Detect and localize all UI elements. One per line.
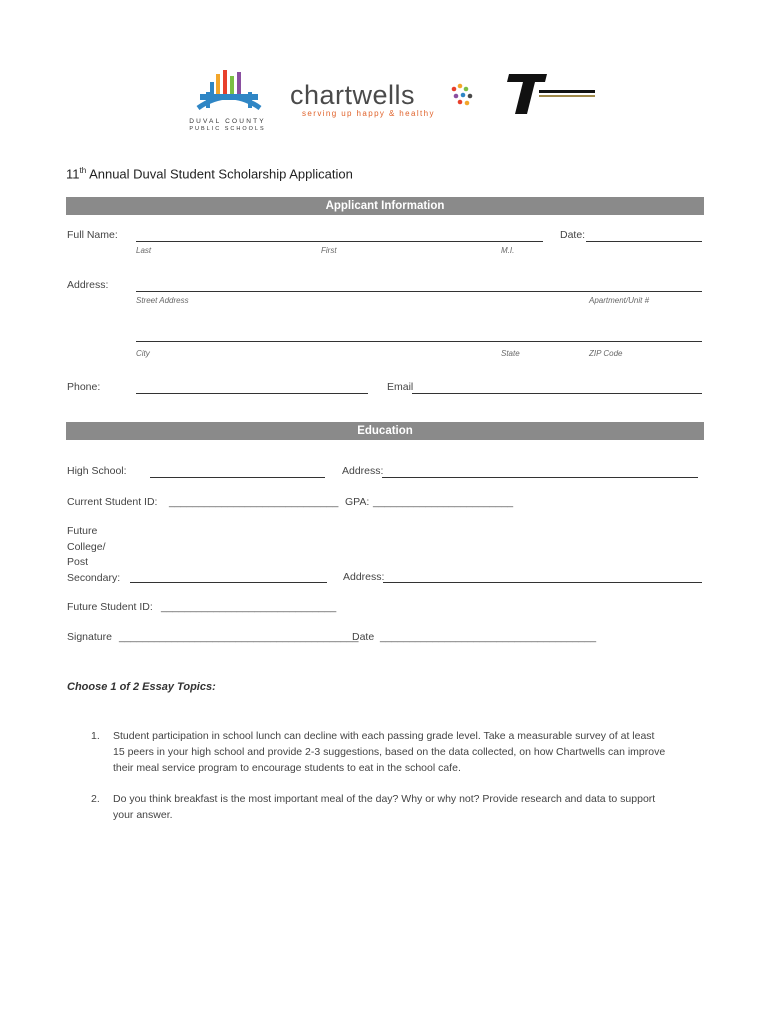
- title-rest: Annual Duval Student Scholarship Application: [86, 166, 353, 182]
- student-id-field[interactable]: _____________________________: [169, 496, 339, 508]
- future-college-label: [67, 524, 120, 586]
- essay-line: your answer.: [113, 809, 173, 821]
- future-college-line: College/: [67, 540, 106, 553]
- state-hint: State: [501, 349, 520, 358]
- email-field[interactable]: [412, 393, 702, 394]
- sig-date-label: Date: [352, 631, 375, 643]
- sig-date-field[interactable]: _____________________________________: [380, 631, 597, 643]
- full-name-label: Full Name:: [67, 229, 118, 241]
- hs-address-field[interactable]: [382, 477, 698, 478]
- chartwells-logo: [290, 80, 480, 125]
- street-hint: Street Address: [136, 296, 189, 305]
- essay-number: 1.: [91, 730, 100, 742]
- signature-field[interactable]: _________________________________________: [119, 631, 359, 643]
- future-id-label: Future Student ID:: [67, 601, 153, 613]
- duval-line1: DUVAL COUNTY: [189, 118, 266, 125]
- chartwells-name: chartwells: [290, 80, 416, 110]
- first-hint: First: [321, 246, 337, 255]
- essay-number: 2.: [91, 793, 100, 805]
- college-address-field[interactable]: [383, 582, 702, 583]
- essay-line: Student participation in school lunch can decline with each passing grade level. Take a measurable survey of at least: [113, 730, 655, 742]
- gpa-field[interactable]: ________________________: [373, 496, 514, 508]
- future-college-line: Secondary:: [67, 571, 121, 584]
- future-id-field[interactable]: ______________________________: [161, 601, 337, 613]
- phone-field[interactable]: [136, 393, 368, 394]
- date-label: Date:: [560, 229, 586, 241]
- t-logo-icon: [505, 72, 595, 116]
- duval-bars-icon: [180, 68, 275, 110]
- duval-line2: PUBLIC SCHOOLS: [189, 126, 266, 132]
- chartwells-dots-icon: [450, 83, 476, 109]
- applicant-header: Applicant Information: [66, 197, 704, 215]
- address-label: Address:: [67, 279, 109, 291]
- chartwells-tagline: serving up happy & healthy: [302, 109, 435, 118]
- apt-hint: Apartment/Unit #: [589, 296, 650, 305]
- third-logo: [505, 72, 595, 116]
- essay-topic-1: [113, 728, 708, 776]
- essay-line: Do you think breakfast is the most important meal of the day? Why or why not? Provide research and data to support: [113, 793, 656, 805]
- future-college-field[interactable]: [130, 582, 327, 583]
- college-address-label: Address:: [343, 571, 385, 583]
- essay-line: their meal service program to encourage students to eat in the school cafe.: [113, 762, 461, 774]
- education-header: Education: [66, 422, 704, 440]
- email-label: Email: [387, 381, 414, 393]
- phone-label: Phone:: [67, 381, 101, 393]
- page-title: [66, 166, 353, 181]
- city-hint: City: [136, 349, 150, 358]
- date-field[interactable]: [586, 241, 702, 242]
- future-college-line: Post: [67, 556, 89, 568]
- high-school-field[interactable]: [150, 477, 325, 478]
- city-state-zip-field[interactable]: [136, 341, 702, 342]
- duval-logo: [180, 68, 275, 133]
- hs-address-label: Address:: [342, 465, 384, 477]
- essay-heading: Choose 1 of 2 Essay Topics:: [67, 681, 216, 693]
- essay-line: 15 peers in your high school and provide 2-3 suggestions, based on the data collected, on how Chartwells can improve: [113, 746, 666, 758]
- essay-topic-2: [113, 791, 708, 823]
- signature-label: Signature: [67, 631, 112, 643]
- mi-hint: M.I.: [501, 246, 515, 255]
- last-hint: Last: [136, 246, 152, 255]
- zip-hint: ZIP Code: [589, 349, 623, 358]
- gpa-label: GPA:: [345, 496, 370, 508]
- future-college-line: Future: [67, 525, 98, 537]
- street-address-field[interactable]: [136, 291, 702, 292]
- title-prefix: 11: [66, 166, 80, 182]
- full-name-field[interactable]: [136, 241, 543, 242]
- title-sup: th: [79, 166, 87, 175]
- high-school-label: High School:: [67, 465, 127, 477]
- student-id-label: Current Student ID:: [67, 496, 158, 508]
